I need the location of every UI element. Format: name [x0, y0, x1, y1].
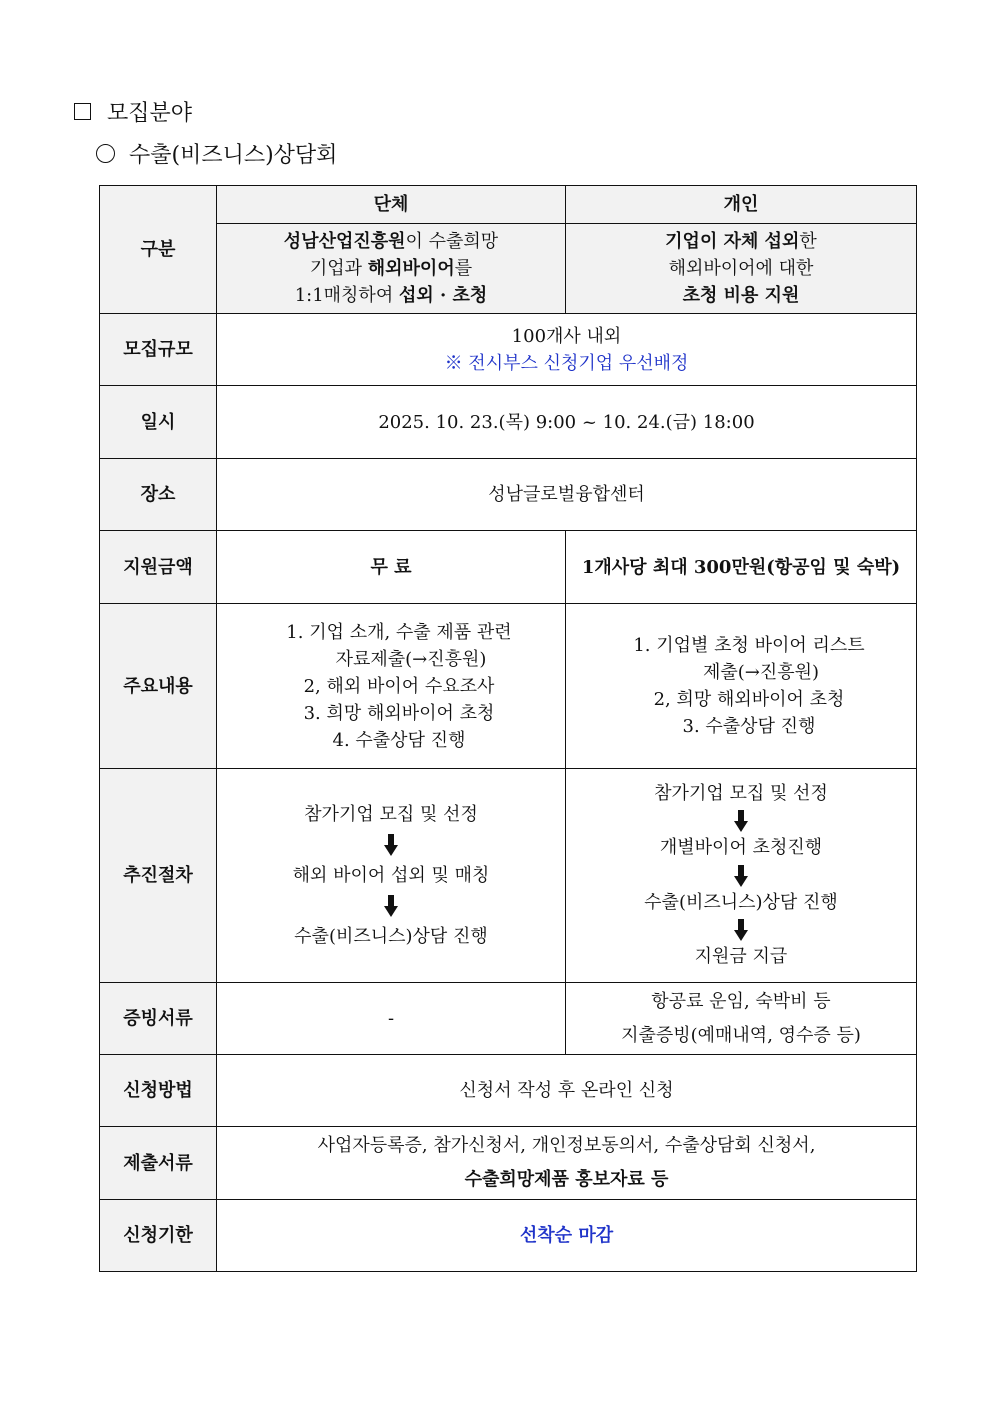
evidence-group-value: -: [217, 983, 566, 1055]
flow-step: 해외 바이어 섭외 및 매칭: [292, 865, 490, 886]
row-label-procedure: 추진절차: [100, 769, 217, 983]
flow-step: 지원금 지급: [694, 945, 788, 967]
row-label-documents: 제출서류: [100, 1127, 217, 1200]
group-description: 성남산업진흥원이 수출희망 기업과 해외바이어를 1:1매칭하여 섭외 · 초청: [217, 224, 566, 314]
datetime-value: 2025. 10. 23.(목) 9:00 ~ 10. 24.(금) 18:00: [217, 386, 917, 459]
venue-value: 성남글로벌융합센터: [217, 459, 917, 531]
content-group-list: [217, 604, 566, 769]
recruit-scale-value: 100개사 내외 ※ 전시부스 신청기업 우선배정: [217, 314, 917, 386]
list-item: 자료제출(→진흥원): [335, 648, 487, 670]
flow-step: 참가기업 모집 및 선정: [654, 782, 828, 804]
flow-step: 수출(비즈니스)상담 진행: [294, 926, 488, 947]
row-label-apply-method: 신청방법: [100, 1055, 217, 1127]
row-label-datetime: 일시: [100, 386, 217, 459]
list-item: 제출(→진흥원): [702, 662, 820, 683]
support-individual-value: 1개사당 최대 300만원(항공임 및 숙박): [566, 531, 917, 604]
row-label-venue: 장소: [100, 459, 217, 531]
row-label-support: 지원금액: [100, 531, 217, 604]
list-item: 2, 해외 바이어 수요조사: [303, 675, 495, 697]
content-individual-list: [566, 604, 917, 769]
circle-icon: [96, 144, 115, 163]
col-header-individual: 개인: [566, 186, 917, 224]
evidence-individual-value: 항공료 운임, 숙박비 등 지출증빙(예매내역, 영수증 등): [566, 983, 917, 1055]
subsection-heading: [96, 138, 337, 169]
list-item: 4. 수출상담 진행: [332, 729, 466, 751]
row-label-evidence: 증빙서류: [100, 983, 217, 1055]
list-item: 2, 희망 해외바이어 초청: [653, 689, 845, 710]
row-label-content: 주요내용: [100, 604, 217, 769]
subsection-heading-text: 수출(비즈니스)상담회: [129, 143, 338, 168]
list-item: 3. 희망 해외바이어 초청: [303, 702, 495, 724]
deadline-value: 선착순 마감: [217, 1200, 917, 1272]
flow-step: 개별바이어 초청진행: [659, 837, 823, 859]
procedure-group-flow: [217, 769, 566, 983]
row-label-scale: 모집규모: [100, 314, 217, 386]
row-label-category: 구분: [100, 186, 217, 314]
section-heading-text: 모집분야: [107, 101, 193, 126]
documents-value: 사업자등록증, 참가신청서, 개인정보동의서, 수출상담회 신청서, 수출희망제품 홍보자료 등: [217, 1127, 917, 1200]
flow-step: 참가기업 모집 및 선정: [304, 804, 478, 825]
support-group-value: 무 료: [217, 531, 566, 604]
col-header-group: 단체: [217, 186, 566, 224]
arrow-down-icon: [384, 834, 398, 856]
arrow-down-icon: [734, 810, 748, 832]
row-label-deadline: 신청기한: [100, 1200, 217, 1272]
list-item: 1. 기업 소개, 수출 제품 관련: [286, 621, 512, 643]
arrow-down-icon: [734, 865, 748, 887]
apply-method-value: 신청서 작성 후 온라인 신청: [217, 1055, 917, 1127]
flow-step: 수출(비즈니스)상담 진행: [644, 891, 838, 913]
list-item: 3. 수출상담 진행: [682, 716, 816, 737]
arrow-down-icon: [384, 895, 398, 917]
arrow-down-icon: [734, 919, 748, 941]
list-item: 1. 기업별 초청 바이어 리스트: [633, 635, 865, 656]
procedure-individual-flow: [566, 769, 917, 983]
section-heading: [74, 96, 192, 127]
recruitment-table: [99, 185, 917, 1272]
priority-note: ※ 전시부스 신청기업 우선배정: [444, 352, 689, 374]
individual-description: 기업이 자체 섭외한 해외바이어에 대한 초청 비용 지원: [566, 224, 917, 314]
checkbox-icon: [74, 103, 91, 120]
